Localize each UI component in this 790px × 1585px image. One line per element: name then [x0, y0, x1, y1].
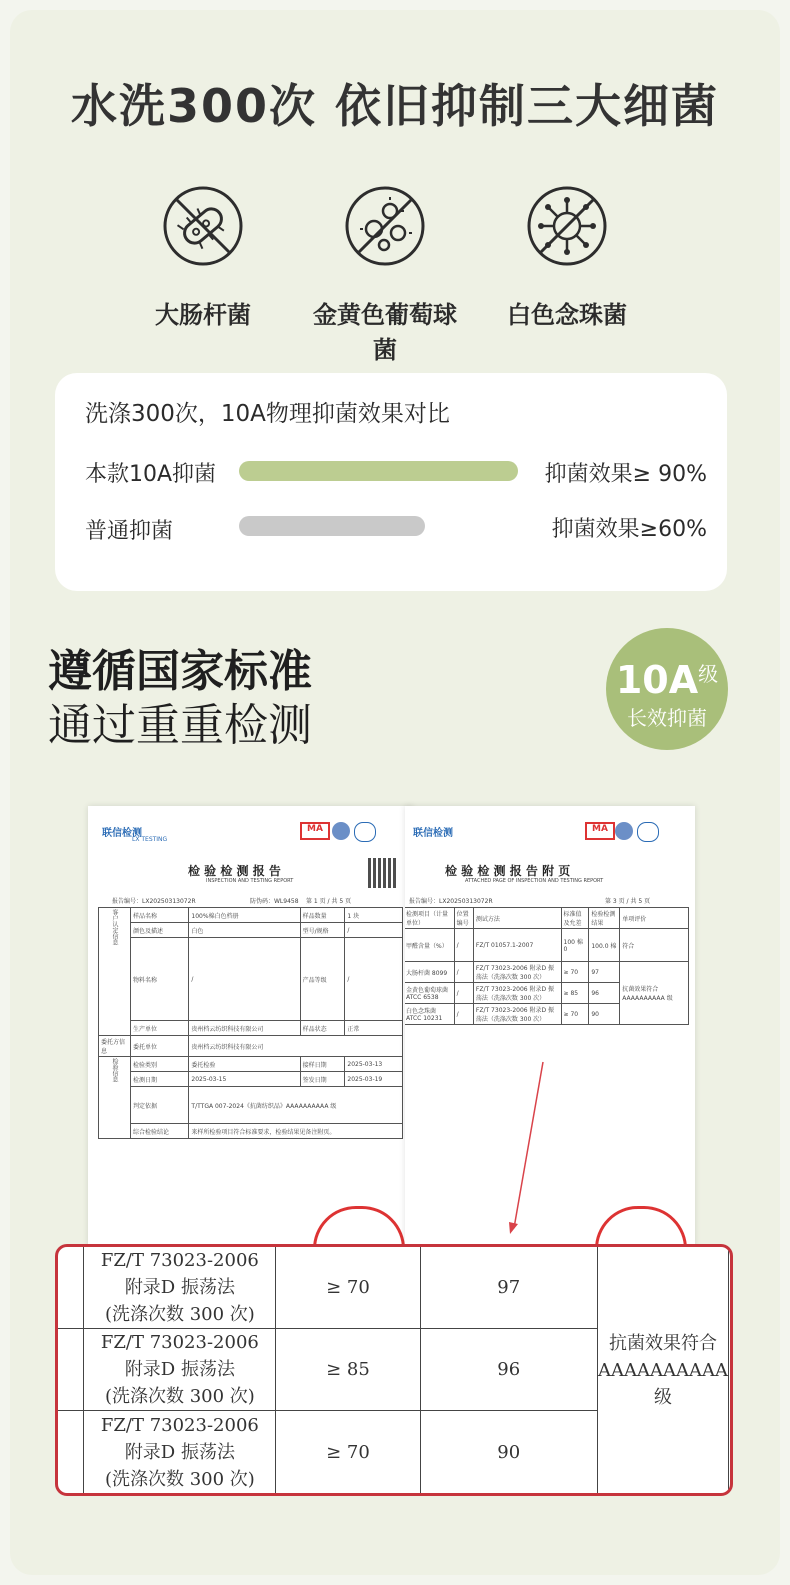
cell: 标准值及允差 — [561, 908, 589, 929]
cell: 接样日期 — [300, 1057, 345, 1072]
cell: 100.0 棉 — [589, 929, 620, 962]
comparison-title: 洗涤300次，10A物理抑菌效果对比 — [85, 401, 450, 427]
cell: / — [454, 983, 473, 1004]
cell: 大肠杆菌 8099 — [405, 962, 454, 983]
effect-normal: 抑菌效果≥60% — [551, 517, 707, 542]
result-cell: 96 — [420, 1329, 597, 1411]
cell: 2025-03-15 — [189, 1072, 300, 1087]
report-title: 检 验 检 测 报 告 附 页 — [445, 864, 571, 878]
cell: 90 — [589, 1004, 620, 1025]
cell: 2025-03-13 — [345, 1057, 403, 1072]
cell: 2025-03-19 — [345, 1072, 403, 1087]
cell: 委托检验 — [189, 1057, 300, 1072]
evaluation-line: 级 — [653, 1386, 672, 1408]
cell: 型号/规格 — [300, 923, 345, 938]
ma-logo: MA — [300, 822, 330, 840]
side-label: 检验信息 — [99, 1057, 131, 1139]
method-line: 附录D 振荡法 — [124, 1441, 235, 1463]
cell: 1 块 — [345, 908, 403, 923]
row-label-normal: 普通抑菌 — [85, 519, 174, 544]
report-page: 第 1 页 / 共 5 页 — [306, 898, 352, 905]
bacteria-name: 金黄色葡萄球菌 — [313, 301, 457, 364]
report-title-en: INSPECTION AND TESTING REPORT — [206, 878, 294, 884]
cell: 贵州档云纺织科技有限公司 — [189, 1021, 300, 1036]
bacteria-name: 大肠杆菌 — [155, 301, 251, 329]
side-label: 客户认定信息 — [99, 908, 131, 1036]
cell: ≥ 85 — [561, 983, 589, 1004]
cell: 贵州档云纺织科技有限公司 — [189, 1036, 403, 1057]
cell: 样品名称 — [131, 908, 189, 923]
standard-cell: ≥ 70 — [276, 1247, 420, 1329]
cell: 综合检验结论 — [131, 1124, 189, 1139]
evaluation-line: AAAAAAAAAA — [597, 1359, 728, 1381]
badge-level-text: 10A — [615, 658, 699, 702]
method-line: FZ/T 73023-2006 — [100, 1332, 259, 1353]
cell: 检验检测结果 — [589, 908, 620, 929]
report-brand-en: LX TESTING — [132, 836, 168, 843]
cell — [58, 1329, 84, 1411]
method-line: (洗涤次数 300 次) — [104, 1304, 255, 1325]
report-brand: 联信检测 — [102, 828, 142, 839]
cell: 产品等级 — [300, 938, 345, 1021]
cell: 97 — [589, 962, 620, 983]
method-cell — [84, 1411, 276, 1494]
method-line: 附录D 振荡法 — [124, 1359, 235, 1380]
report-number: 报告编号：LX20250313072R — [409, 898, 493, 905]
evaluation-cell — [597, 1247, 728, 1494]
method-line: (洗涤次数 300 次) — [104, 1386, 255, 1407]
cell: 96 — [589, 983, 620, 1004]
cell: FZ/T 01057.1-2007 — [473, 929, 561, 962]
cell: / — [454, 962, 473, 983]
cell: 判定依据 — [131, 1087, 189, 1124]
cell: 金黄色葡萄球菌 ATCC 6538 — [405, 983, 454, 1004]
badge-sub: 长效抑菌 — [627, 706, 707, 730]
method-line: 附录D 振荡法 — [124, 1277, 235, 1298]
cell: 测试方法 — [473, 908, 561, 929]
cell: 白色 — [189, 923, 300, 938]
cell: FZ/T 73023-2006 附录D 振荡法（洗涤次数 300 次） — [473, 1004, 561, 1025]
evaluation-line: 抗菌效果符合 — [608, 1332, 717, 1354]
cell: 签发日期 — [300, 1072, 345, 1087]
cell: 颜色及描述 — [131, 923, 189, 938]
method-line: (洗涤次数 300 次) — [104, 1468, 255, 1490]
cell: FZ/T 73023-2006 附录D 振荡法（洗涤次数 300 次） — [473, 962, 561, 983]
cell: / — [454, 1004, 473, 1025]
cell: 甲醛含量（%） — [405, 929, 454, 962]
method-line: FZ/T 73023-2006 — [100, 1250, 259, 1271]
report-number: 报告编号：LX20250313072R — [112, 898, 196, 905]
method-line: FZ/T 73023-2006 — [100, 1414, 259, 1436]
method-cell — [84, 1329, 276, 1411]
cell: 位置编号 — [454, 908, 473, 929]
cell: ≥ 70 — [561, 1004, 589, 1025]
cell: 检测日期 — [131, 1072, 189, 1087]
cell: 符合 — [620, 929, 689, 962]
standard-cell: ≥ 70 — [276, 1411, 420, 1494]
report-anti-fake: 防伪码：WL9458 — [250, 898, 299, 905]
cell: 100 棉 0 — [561, 929, 589, 962]
cell: 来样所检验项目符合标准要求，检验结果见备注附页。 — [189, 1124, 403, 1139]
report-page: 第 3 页 / 共 5 页 — [605, 898, 651, 905]
cell: 检验类别 — [131, 1057, 189, 1072]
report-title: 检 验 检 测 报 告 — [188, 864, 281, 878]
cell: 样品状态 — [300, 1021, 345, 1036]
cell — [58, 1247, 84, 1329]
cell: 抗菌效果符合 AAAAAAAAAA 级 — [620, 962, 689, 1025]
row-label-10a: 本款10A抑菌 — [85, 462, 217, 487]
standard-line-2: 通过重重检测 — [48, 700, 312, 751]
cell: 物料名称 — [131, 938, 189, 1021]
cell: ≥ 70 — [561, 962, 589, 983]
result-cell: 90 — [420, 1411, 597, 1494]
report-brand: 联信检测 — [413, 828, 453, 839]
cell: 白色念珠菌 ATCC 10231 — [405, 1004, 454, 1025]
cell: 委托单位 — [131, 1036, 189, 1057]
cell: T/TTGA 007-2024《抗菌纺织品》AAAAAAAAAA 级 — [189, 1087, 403, 1124]
cell: 单项评价 — [620, 908, 689, 929]
standard-line-1: 遵循国家标准 — [48, 646, 312, 697]
report-title-en: ATTACHED PAGE OF INSPECTION AND TESTING REPORT — [465, 878, 604, 884]
page-title: 水洗300次 依旧抑制三大细菌 — [70, 79, 720, 133]
standard-cell: ≥ 85 — [276, 1329, 420, 1411]
cell: 样品数量 — [300, 908, 345, 923]
effect-10a: 抑菌效果≥ 90% — [544, 462, 707, 487]
cell: / — [189, 938, 300, 1021]
side-label: 委托方信息 — [99, 1036, 131, 1057]
zoomed-result-table — [55, 1244, 733, 1496]
ma-logo: MA — [585, 822, 615, 840]
cell — [58, 1411, 84, 1494]
zoomed-table — [57, 1246, 729, 1494]
result-cell: 97 — [420, 1247, 597, 1329]
cell: 正常 — [345, 1021, 403, 1036]
bacteria-name: 白色念珠菌 — [507, 301, 627, 329]
cell: 生产单位 — [131, 1021, 189, 1036]
cell: FZ/T 73023-2006 附录D 振荡法（洗涤次数 300 次） — [473, 983, 561, 1004]
badge-suffix: 级 — [698, 662, 719, 686]
cell: 100%棉白色档册 — [189, 908, 300, 923]
cell: 检测项目（计量单位） — [405, 908, 454, 929]
cell: / — [345, 938, 403, 1021]
method-cell — [84, 1247, 276, 1329]
cell: / — [345, 923, 403, 938]
cell: / — [454, 929, 473, 962]
